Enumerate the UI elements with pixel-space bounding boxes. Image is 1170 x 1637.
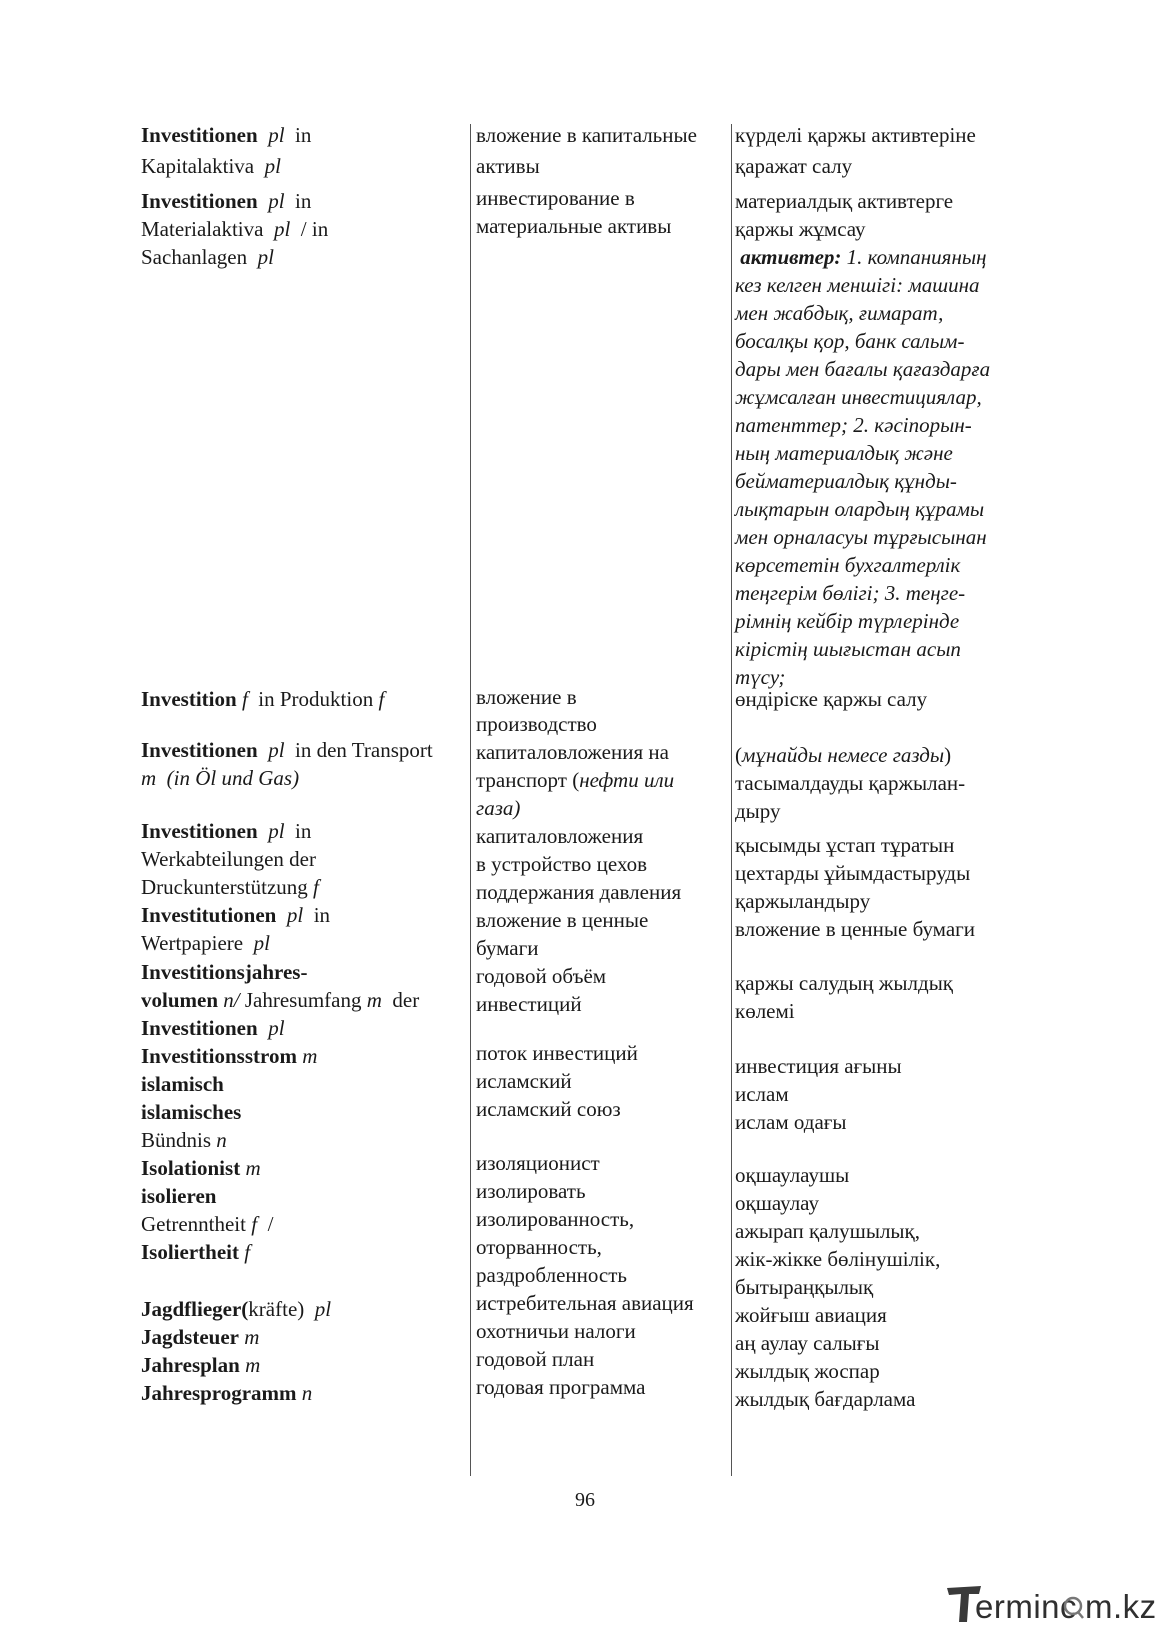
text-segment: охотничьи налоги bbox=[476, 1319, 636, 1343]
text-segment: капиталовложения на bbox=[476, 740, 669, 764]
text-segment: жойғыш авиация bbox=[735, 1303, 887, 1327]
col3-line bbox=[735, 1331, 880, 1355]
col2-line bbox=[476, 154, 540, 178]
col3-line bbox=[735, 1247, 940, 1271]
col1-line bbox=[141, 217, 328, 241]
col1-line bbox=[141, 960, 307, 984]
col1-line bbox=[141, 1297, 331, 1321]
col3-line bbox=[735, 1191, 819, 1215]
text-segment: бейматериалдық құнды- bbox=[735, 469, 957, 493]
col1-line bbox=[141, 1184, 216, 1208]
text-segment: оторванность, bbox=[476, 1235, 602, 1259]
col1-line bbox=[141, 1240, 250, 1264]
col3-line bbox=[735, 999, 795, 1023]
col2-line bbox=[476, 740, 669, 764]
col3-line bbox=[735, 525, 987, 549]
col1-line bbox=[141, 738, 433, 762]
termincom-logo bbox=[945, 1582, 1157, 1628]
text-segment: m bbox=[302, 1044, 318, 1068]
col2-line bbox=[476, 1207, 634, 1231]
text-segment: бумаги bbox=[476, 936, 539, 960]
text-segment: pl bbox=[286, 903, 304, 927]
text-segment: материалдық активтерге bbox=[735, 189, 954, 213]
text-segment: islamisch bbox=[141, 1072, 224, 1096]
text-segment: көрсететін бухгалтерлік bbox=[735, 553, 961, 577]
text-segment: күрделі қаржы активтеріне bbox=[735, 123, 976, 147]
col3-line bbox=[735, 1359, 880, 1383]
col3-line bbox=[735, 861, 970, 885]
text-segment: жылдық бағдарлама bbox=[735, 1387, 916, 1411]
text-segment: годовой объём bbox=[476, 964, 607, 988]
col1-line bbox=[141, 1353, 260, 1377]
text-segment: мен жабдық, ғимарат, bbox=[735, 301, 944, 325]
text-segment: түсу; bbox=[735, 665, 786, 689]
text-segment: Jahresplan bbox=[141, 1353, 240, 1377]
col1-line bbox=[141, 687, 384, 711]
column-divider-2 bbox=[731, 124, 732, 1476]
text-segment bbox=[156, 766, 167, 790]
text-segment: pl bbox=[253, 931, 270, 955]
svg-text:m.kz: m.kz bbox=[1085, 1588, 1157, 1625]
text-segment: аң аулау салығы bbox=[735, 1331, 880, 1355]
col1-line bbox=[141, 1016, 285, 1040]
text-segment: дыру bbox=[735, 799, 781, 823]
col1-line bbox=[141, 1072, 224, 1096]
col1-line bbox=[141, 1156, 261, 1180]
text-segment: m bbox=[141, 766, 157, 790]
text-segment: тасымалдауды қаржылан- bbox=[735, 771, 966, 795]
text-segment: активтер: bbox=[740, 245, 842, 269]
text-segment bbox=[258, 819, 269, 843]
text-segment: дары мен бағалы қағаздарға bbox=[735, 357, 991, 381]
col3-line bbox=[735, 917, 975, 941]
text-segment: ( bbox=[735, 743, 742, 767]
text-segment: ажырап қалушылық, bbox=[735, 1219, 920, 1243]
col3-line bbox=[735, 217, 866, 241]
text-segment: вложение в ценные bbox=[476, 908, 649, 932]
text-segment bbox=[258, 738, 269, 762]
col3-line bbox=[735, 1303, 887, 1327]
text-segment: материальные активы bbox=[476, 214, 672, 238]
col2-line bbox=[476, 768, 674, 792]
col1-line bbox=[141, 931, 270, 955]
text-segment: pl bbox=[268, 738, 285, 762]
text-segment: бытыраңқылық bbox=[735, 1275, 874, 1299]
col1-line bbox=[141, 903, 330, 927]
col2-line bbox=[476, 186, 635, 210]
text-segment: раздробленность bbox=[476, 1263, 627, 1287]
col3-line bbox=[735, 154, 852, 178]
text-segment: f bbox=[251, 1212, 258, 1236]
col1-line bbox=[141, 1381, 312, 1405]
col1-line bbox=[141, 1325, 259, 1349]
col2-line bbox=[476, 1319, 636, 1343]
text-segment: годовая программа bbox=[476, 1375, 646, 1399]
col2-line bbox=[476, 992, 582, 1016]
col2-line bbox=[476, 936, 538, 960]
col2-line bbox=[476, 214, 671, 238]
text-segment: Wertpapiere bbox=[141, 931, 254, 955]
text-segment: мұнайды немесе газды bbox=[742, 743, 945, 767]
text-segment: pl bbox=[264, 154, 281, 178]
col3-line bbox=[735, 581, 965, 605]
col1-line bbox=[141, 847, 316, 871]
text-segment: pl bbox=[314, 1297, 332, 1321]
text-segment: / in bbox=[290, 217, 329, 241]
text-segment: in bbox=[303, 903, 331, 927]
text-segment bbox=[276, 903, 287, 927]
text-segment: вложение в bbox=[476, 685, 577, 709]
col3-line bbox=[735, 1387, 915, 1411]
text-segment: pl bbox=[268, 189, 285, 213]
text-segment: истребительная авиация bbox=[476, 1291, 694, 1315]
text-segment: Investitutionen bbox=[141, 903, 277, 927]
text-segment: капиталовложения bbox=[476, 824, 644, 848]
text-segment: өндіріске қаржы салу bbox=[735, 687, 928, 711]
text-segment: f bbox=[244, 1240, 251, 1264]
col1-line bbox=[141, 1100, 241, 1124]
text-segment: патенттер; 2. кәсіпорын- bbox=[735, 413, 972, 437]
text-segment: жұмсалған инвестициялар, bbox=[735, 385, 982, 409]
text-segment: pl bbox=[268, 1016, 285, 1040]
col1-line bbox=[141, 988, 419, 1012]
text-segment: n/ bbox=[223, 988, 240, 1012]
text-segment: Investitionen bbox=[141, 123, 258, 147]
text-segment: изолированность, bbox=[476, 1207, 635, 1231]
col3-line bbox=[735, 1054, 902, 1078]
col2-line bbox=[476, 1069, 572, 1093]
col2-line bbox=[476, 123, 697, 147]
text-segment: производство bbox=[476, 712, 597, 736]
text-segment: инвестиций bbox=[476, 992, 582, 1016]
col3-line bbox=[735, 553, 960, 577]
col3-line bbox=[735, 1082, 789, 1106]
text-segment: n bbox=[301, 1381, 313, 1405]
text-segment: f bbox=[313, 875, 319, 899]
text-segment: лықтарын олардың құрамы bbox=[735, 497, 985, 521]
col2-line bbox=[476, 1097, 621, 1121]
text-segment: теңгерім бөлігі; 3. теңге- bbox=[735, 581, 966, 605]
col3-line bbox=[735, 189, 953, 213]
text-segment bbox=[258, 189, 269, 213]
col3-line bbox=[735, 245, 987, 269]
col2-line bbox=[476, 1263, 627, 1287]
col3-line bbox=[735, 273, 980, 297]
col2-line bbox=[476, 964, 606, 988]
col3-line bbox=[735, 799, 781, 823]
text-segment: Jagdsteuer bbox=[141, 1325, 239, 1349]
text-segment: pl bbox=[257, 245, 274, 269]
text-segment: Druckunterstützung bbox=[141, 875, 314, 899]
text-segment: kräfte) bbox=[248, 1297, 315, 1321]
text-segment bbox=[258, 123, 269, 147]
text-segment: Isoliertheit bbox=[141, 1240, 239, 1264]
text-segment: pl bbox=[268, 819, 285, 843]
text-segment: инвестиция ағыны bbox=[735, 1054, 902, 1078]
text-segment: Isolationist bbox=[141, 1156, 241, 1180]
svg-text:erminc: erminc bbox=[975, 1588, 1078, 1625]
text-segment: islamisches bbox=[141, 1100, 242, 1124]
text-segment bbox=[258, 1016, 269, 1040]
text-segment: исламский bbox=[476, 1069, 572, 1093]
text-segment: (in Öl und Gas) bbox=[166, 766, 300, 790]
text-segment: кірістің шығыстан асып bbox=[735, 637, 961, 661]
col1-line bbox=[141, 766, 299, 790]
text-segment: Materialaktiva bbox=[141, 217, 274, 241]
text-segment: жылдық жоспар bbox=[735, 1359, 880, 1383]
col1-line bbox=[141, 1212, 273, 1236]
text-segment: Investitionen bbox=[141, 738, 258, 762]
text-segment: Investitionen bbox=[141, 189, 258, 213]
text-segment: f bbox=[241, 687, 248, 711]
col3-line bbox=[735, 329, 964, 353]
col3-line bbox=[735, 1219, 920, 1243]
text-segment: Jahresumfang bbox=[239, 988, 367, 1012]
col1-line bbox=[141, 1044, 317, 1068]
page-number: 96 bbox=[575, 1489, 595, 1511]
col2-line bbox=[476, 880, 681, 904]
text-segment: мен орналасуы тұрғысынан bbox=[735, 525, 987, 549]
col3-line bbox=[735, 301, 943, 325]
text-segment: изолировать bbox=[476, 1179, 586, 1203]
text-segment: ның материалдық және bbox=[735, 441, 953, 465]
text-segment: isolieren bbox=[141, 1184, 217, 1208]
text-segment: ислам bbox=[735, 1082, 789, 1106]
text-segment: вложение в капитальные bbox=[476, 123, 697, 147]
text-segment: оқшаулау bbox=[735, 1191, 819, 1215]
col3-line bbox=[735, 469, 957, 493]
col2-line bbox=[476, 1347, 594, 1371]
text-segment: m bbox=[366, 988, 382, 1012]
text-segment: поток инвестиций bbox=[476, 1041, 638, 1065]
text-segment: Investitionen bbox=[141, 819, 258, 843]
col3-line bbox=[735, 123, 976, 147]
text-segment: қысымды ұстап тұратын bbox=[735, 833, 955, 857]
col2-line bbox=[476, 852, 647, 876]
text-segment: Jahresprogramm bbox=[141, 1381, 297, 1405]
col3-line bbox=[735, 833, 954, 857]
text-segment: көлемі bbox=[735, 999, 795, 1023]
text-segment: годовой план bbox=[476, 1347, 595, 1371]
text-segment: f bbox=[378, 687, 385, 711]
text-segment: in Produktion bbox=[247, 687, 379, 711]
col3-line bbox=[735, 609, 959, 633]
text-segment: вложение в ценные бумаги bbox=[735, 917, 976, 941]
text-segment: ислам одағы bbox=[735, 1110, 847, 1134]
col1-line bbox=[141, 819, 311, 843]
text-segment: in bbox=[284, 123, 312, 147]
col2-line bbox=[476, 908, 648, 932]
col2-line bbox=[476, 712, 597, 736]
col2-line bbox=[476, 685, 577, 709]
col3-line bbox=[735, 1275, 873, 1299]
text-segment: n bbox=[216, 1128, 227, 1152]
text-segment: исламский союз bbox=[476, 1097, 621, 1121]
col1-line bbox=[141, 154, 281, 178]
text-segment: жік-жікке бөлінушілік, bbox=[735, 1247, 941, 1271]
text-segment: Investition bbox=[141, 687, 237, 711]
column-divider-1 bbox=[470, 124, 471, 1476]
text-segment: қаржы жұмсау bbox=[735, 217, 866, 241]
col3-line bbox=[735, 771, 965, 795]
text-segment: pl bbox=[273, 217, 291, 241]
text-segment: Investitionsjahres- bbox=[141, 960, 308, 984]
text-segment: кез келген меншігі: машина bbox=[735, 273, 980, 297]
col3-line bbox=[735, 441, 953, 465]
col3-line bbox=[735, 385, 982, 409]
text-segment: volumen bbox=[141, 988, 219, 1012]
col1-line bbox=[141, 123, 311, 147]
text-segment: инвестирование в bbox=[476, 186, 635, 210]
text-segment: Werkabteilungen der bbox=[141, 847, 316, 871]
text-segment: pl bbox=[268, 123, 285, 147]
col3-line bbox=[735, 743, 951, 767]
col3-line bbox=[735, 687, 927, 711]
col2-line bbox=[476, 824, 643, 848]
col2-line bbox=[476, 1291, 694, 1315]
text-segment: in den Transport bbox=[284, 738, 433, 762]
col3-line bbox=[735, 889, 870, 913]
text-segment: нефти или bbox=[579, 768, 675, 792]
col3-line bbox=[735, 413, 972, 437]
text-segment: m bbox=[245, 1156, 261, 1180]
col3-line bbox=[735, 1110, 847, 1134]
col3-line bbox=[735, 971, 953, 995]
text-segment: рімнің кейбір түрлерінде bbox=[735, 609, 960, 633]
col1-line bbox=[141, 875, 319, 899]
text-segment: Jagdflieger( bbox=[141, 1297, 249, 1321]
text-segment: ) bbox=[944, 743, 952, 767]
text-segment: газа) bbox=[476, 796, 521, 820]
col3-line bbox=[735, 1163, 849, 1187]
col1-line bbox=[141, 189, 311, 213]
text-segment: активы bbox=[476, 154, 540, 178]
col1-line bbox=[141, 1128, 227, 1152]
text-segment: Kapitalaktiva bbox=[141, 154, 265, 178]
col2-line bbox=[476, 1179, 586, 1203]
col2-line bbox=[476, 1235, 602, 1259]
col3-line bbox=[735, 357, 990, 381]
col3-line bbox=[735, 637, 961, 661]
col2-line bbox=[476, 796, 520, 820]
text-segment: поддержания давления bbox=[476, 880, 682, 904]
text-segment: m bbox=[245, 1353, 261, 1377]
text-segment: оқшаулаушы bbox=[735, 1163, 850, 1187]
text-segment: босалқы қор, банк салым- bbox=[735, 329, 965, 353]
text-segment: в устройство цехов bbox=[476, 852, 648, 876]
text-segment: / bbox=[257, 1212, 274, 1236]
col2-line bbox=[476, 1151, 600, 1175]
text-segment: Bündnis bbox=[141, 1128, 217, 1152]
col1-line bbox=[141, 245, 274, 269]
col2-line bbox=[476, 1375, 645, 1399]
text-segment: Investitionen bbox=[141, 1016, 258, 1040]
text-segment: m bbox=[244, 1325, 260, 1349]
text-segment: изоляционист bbox=[476, 1151, 600, 1175]
text-segment: Sachanlagen bbox=[141, 245, 258, 269]
text-segment: қаражат салу bbox=[735, 154, 853, 178]
text-segment: Getrenntheit bbox=[141, 1212, 252, 1236]
text-segment: Investitionsstrom bbox=[141, 1044, 297, 1068]
col3-line bbox=[735, 497, 984, 521]
text-segment: 1. компанияның bbox=[841, 245, 987, 269]
text-segment: қаржы салудың жылдық bbox=[735, 971, 954, 995]
text-segment: қаржыландыру bbox=[735, 889, 871, 913]
text-segment: транспорт ( bbox=[476, 768, 580, 792]
col2-line bbox=[476, 1041, 638, 1065]
text-segment: der bbox=[381, 988, 420, 1012]
text-segment: цехтарды ұйымдастыруды bbox=[735, 861, 971, 885]
text-segment: in bbox=[284, 189, 312, 213]
col3-line bbox=[735, 665, 785, 689]
termincom-watermark-icon bbox=[945, 1582, 1157, 1628]
text-segment: in bbox=[284, 819, 312, 843]
